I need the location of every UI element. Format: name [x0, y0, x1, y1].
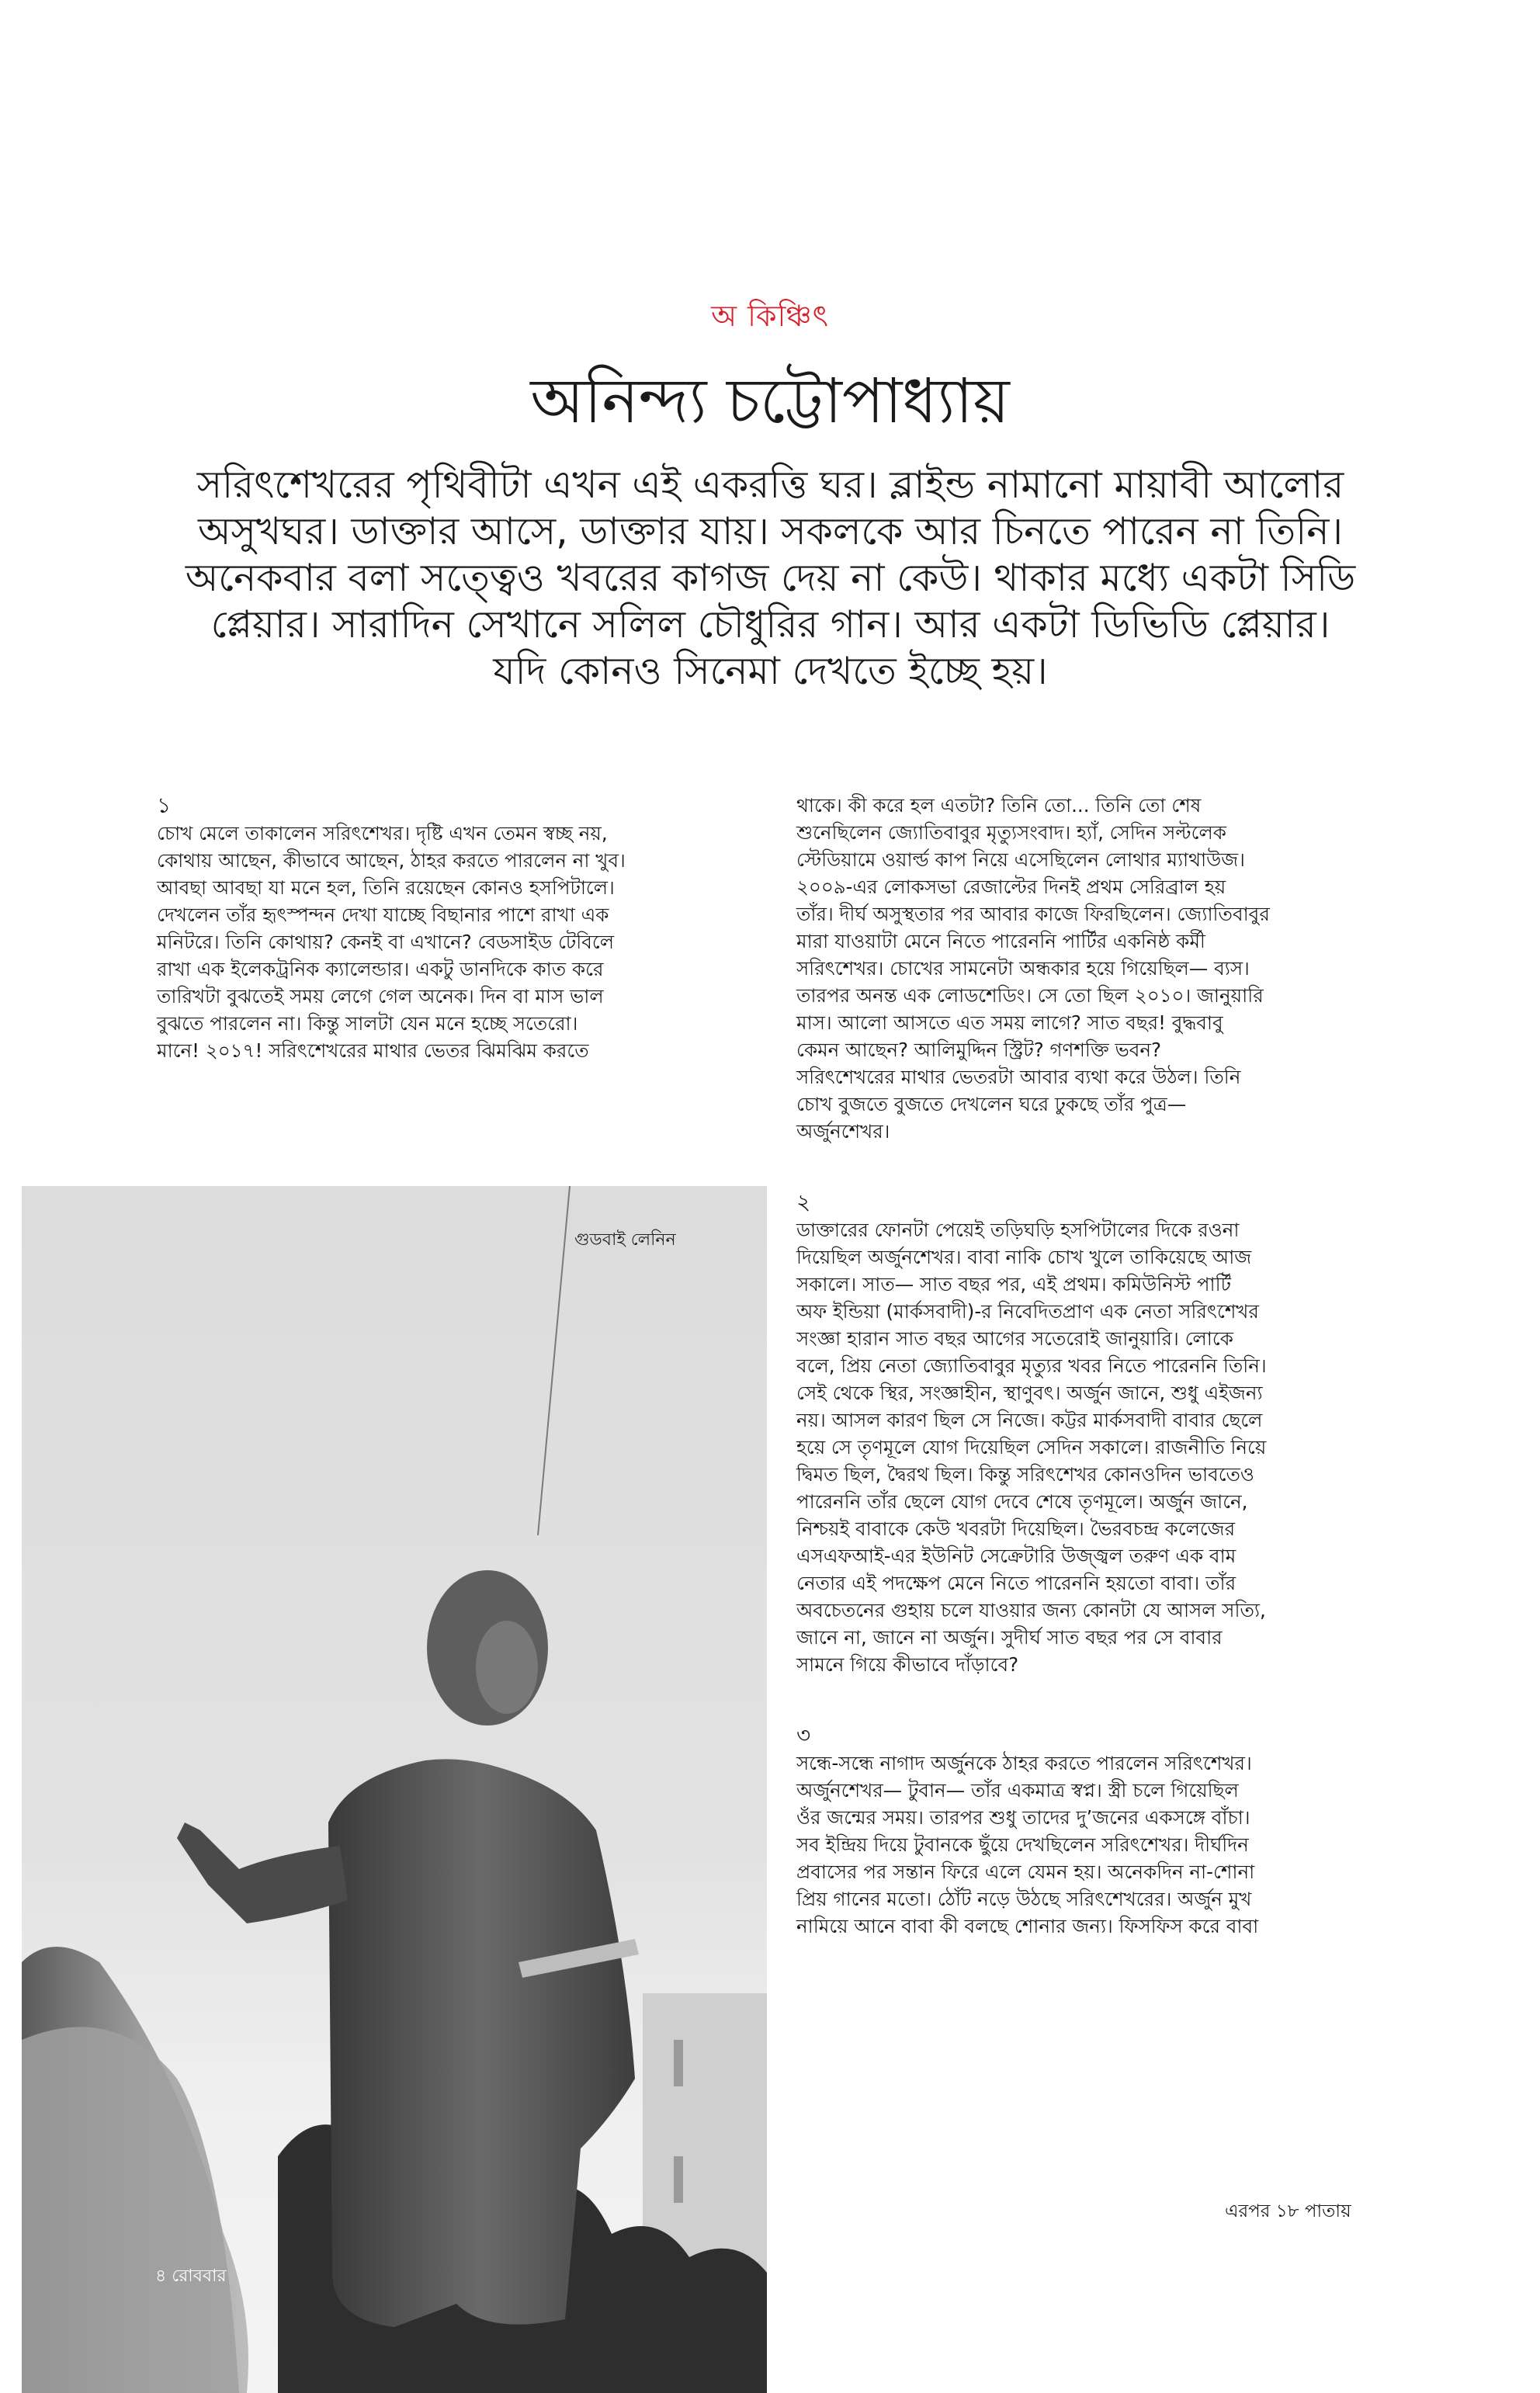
body-line: তাঁর। দীর্ঘ অসুস্থতার পর আবার কাজে ফিরছিলেন। জ্যোতিবাবুর — [796, 903, 1270, 925]
body-line: বলে, প্রিয় নেতা জ্যোতিবাবুর মৃত্যুর খবর নিতে পারেননি তিনি। — [796, 1354, 1267, 1377]
body-line: অর্জুনশেখর— টুবান— তাঁর একমাত্র স্বপ্ন। স্ত্রী চলে গিয়েছিল — [796, 1779, 1239, 1802]
body-line: পারেননি তাঁর ছেলে যোগ দেবে শেষে তৃণমূলে। অর্জুন জানে, — [796, 1490, 1248, 1513]
lede-line: যদি কোনও সিনেমা দেখতে ইচ্ছে হয়। — [493, 649, 1048, 693]
body-line: তারপর অনন্ত এক লোডশেডিং। সে তো ছিল ২০১০। জানুয়ারি — [796, 984, 1264, 1007]
author-byline: অনিন্দ্য চট্টোপাধ্যায় — [530, 365, 1010, 437]
body-line: সব ইন্দ্রিয় দিয়ে টুবানকে ছুঁয়ে দেখছিলেন সরিৎশেখর। দীর্ঘদিন — [796, 1833, 1249, 1856]
body-line: মানে! ২০১৭! সরিৎশেখরের মাথার ভেতর ঝিমঝিম করতে — [157, 1039, 589, 1062]
continued-note[interactable]: এরপর ১৮ পাতায় — [1225, 2201, 1351, 2221]
body-line: রাখা এক ইলেকট্রনিক ক্যালেন্ডার। একটু ডানদিকে কাত করে — [157, 958, 604, 980]
statue-photo — [22, 1186, 767, 2393]
section-number: ২ — [796, 1189, 811, 1215]
body-line: মাস। আলো আসতে এত সময় লাগে? সাত বছর! বুদ্ধবাবু — [796, 1011, 1223, 1034]
body-line: চোখ বুজতে বুজতে দেখলেন ঘরে ঢুকছে তাঁর পুত্র— — [796, 1093, 1187, 1115]
column-right — [796, 792, 1394, 1940]
lede-line: অসুখঘর। ডাক্তার আসে, ডাক্তার যায়। সকলকে আর চিনতে পারেন না তিনি। — [198, 509, 1343, 553]
article-lede — [155, 462, 1386, 695]
body-line: নামিয়ে আনে বাবা কী বলছে শোনার জন্য। ফিসফিস করে বাবা — [796, 1915, 1259, 1937]
body-line: সরিৎশেখরের মাথার ভেতরটা আবার ব্যথা করে উঠল। তিনি — [796, 1066, 1241, 1088]
body-line: কোথায় আছেন, কীভাবে আছেন, ঠাহর করতে পারলেন না খুব। — [157, 849, 626, 872]
photo-caption: গুডবাই লেনিন — [574, 1230, 676, 1250]
section-number: ৩ — [796, 1722, 811, 1748]
body-line: সন্ধে-সন্ধে নাগাদ অর্জুনকে ঠাহর করতে পারলেন সরিৎশেখর। — [796, 1752, 1252, 1774]
body-line: স্টেডিয়ামে ওয়ার্ল্ড কাপ নিয়ে এসেছিলেন লোথার ম্যাথাউজ। — [796, 848, 1245, 871]
body-line: থাকে। কী করে হল এতটা? তিনি তো... তিনি তো শেষ — [796, 794, 1202, 817]
statue-arm — [177, 1822, 348, 1923]
body-line: হয়ে সে তৃণমূলে যোগ দিয়েছিল সেদিন সকালে। রাজনীতি নিয়ে — [796, 1436, 1267, 1458]
body-line: তারিখটা বুঝতেই সময় লেগে গেল অনেক। দিন বা মাস ভাল — [157, 985, 604, 1007]
body-line: অবচেতনের গুহায় চলে যাওয়ার জন্য কোনটা যে আসল সত্যি, — [796, 1599, 1266, 1621]
foreground-shoulder — [22, 2027, 239, 2393]
body-line: শুনেছিলেন জ্যোতিবাবুর মৃত্যুসংবাদ। হ্যাঁ, সেদিন সল্টলেক — [796, 821, 1226, 844]
body-line: ওঁর জন্মের সময়। তারপর শুধু তাদের দু’জনের একসঙ্গে বাঁচা। — [796, 1806, 1250, 1829]
body-line: সেই থেকে স্থির, সংজ্ঞাহীন, স্থাণুবৎ। অর্জুন জানে, শুধু এইজন্য — [796, 1382, 1263, 1404]
body-line: নেতার এই পদক্ষেপ মেনে নিতে পারেননি হয়তো বাবা। তাঁর — [796, 1572, 1237, 1594]
body-line: দিয়েছিল অর্জুনশেখর। বাবা নাকি চোখ খুলে তাকিয়েছে আজ — [796, 1246, 1252, 1268]
body-line: দ্বিমত ছিল, দ্বৈরথ ছিল। কিন্তু সরিৎশেখর কোনওদিন ভাবতেও — [796, 1463, 1254, 1486]
body-line: সরিৎশেখর। চোখের সামনেটা অন্ধকার হয়ে গিয়েছিল— ব্যস। — [796, 957, 1250, 980]
body-line: চোখ মেলে তাকালেন সরিৎশেখর। দৃষ্টি এখন তেমন স্বচ্ছ নয়, — [157, 822, 608, 844]
lede-line: সরিৎশেখরের পৃথিবীটা এখন এই একরত্তি ঘর। ব্লাইন্ড নামানো মায়াবী আলোর — [196, 463, 1344, 507]
body-line: নয়। আসল কারণ ছিল সে নিজে। কট্টর মার্কসবাদী বাবার ছেলে — [796, 1409, 1263, 1431]
body-line: সামনে গিয়ে কীভাবে দাঁড়াবে? — [796, 1653, 1019, 1676]
body-line: জানে না, জানে না অর্জুন। সুদীর্ঘ সাত বছর পর সে বাবার — [796, 1626, 1223, 1649]
statue-illustration — [22, 1186, 767, 2393]
body-line: এসএফআই-এর ইউনিট সেক্রেটারি উজ্জ্বল তরুণ এক বাম — [796, 1545, 1237, 1567]
body-line: বুঝতে পারলেন না। কিন্তু সালটা যেন মনে হচ্ছে সতেরো। — [157, 1012, 578, 1035]
column-left — [157, 792, 754, 1064]
page-folio: ৪ রোববার — [155, 2266, 227, 2286]
wire — [538, 1186, 570, 1535]
body-line: নিশ্চয়ই বাবাকে কেউ খবরটা দিয়েছিল। ভৈরবচন্দ্র কলেজের — [796, 1517, 1236, 1540]
body-line: প্রিয় গানের মতো। ঠোঁট নড়ে উঠছে সরিৎশেখরের। অর্জুন মুখ — [796, 1888, 1252, 1910]
body-line: আবছা আবছা যা মনে হল, তিনি রয়েছেন কোনও হসপিটালে। — [157, 876, 615, 899]
body-line: ২০০৯-এর লোকসভা রেজাল্টের দিনই প্রথম সেরিব্রাল হয় — [796, 876, 1226, 898]
section-kicker: অ কিঞ্চিৎ — [711, 299, 829, 333]
lede-line: প্লেয়ার। সারাদিন সেখানে সলিল চৌধুরির গান। আর একটা ডিভিডি প্লেয়ার। — [210, 602, 1330, 647]
body-line: সকালে। সাত— সাত বছর পর, এই প্রথম। কমিউনিস্ট পার্টি — [796, 1273, 1231, 1295]
body-line: মারা যাওয়াটা মেনে নিতে পারেননি পার্টির একনিষ্ঠ কর্মী — [796, 930, 1205, 952]
body-line: সংজ্ঞা হারান সাত বছর আগের সতেরোই জানুয়ারি। লোকে — [796, 1327, 1233, 1350]
body-line: প্রবাসের পর সন্তান ফিরে এলে যেমন হয়। অনেকদিন না-শোনা — [796, 1861, 1255, 1883]
lede-line: অনেকবার বলা সত্ত্বেও খবরের কাগজ দেয় না কেউ। থাকার মধ্যে একটা সিডি — [185, 556, 1356, 600]
section-number: ১ — [157, 792, 172, 818]
body-line: দেখলেন তাঁর হৃৎস্পন্দন দেখা যাচ্ছে বিছানার পাশে রাখা এক — [157, 903, 609, 926]
body-line: ডাক্তারের ফোনটা পেয়েই তড়িঘড়ি হসপিটালের দিকে রওনা — [796, 1219, 1240, 1241]
body-line: অর্জুনশেখর। — [796, 1120, 890, 1143]
body-line: অফ ইন্ডিয়া (মার্কসবাদী)-র নিবেদিতপ্রাণ এক নেতা সরিৎশেখর — [796, 1300, 1259, 1323]
body-line: কেমন আছেন? আলিমুদ্দিন স্ট্রিট? গণশক্তি ভবন? — [796, 1039, 1161, 1061]
body-line: মনিটরে। তিনি কোথায়? কেনই বা এখানে? বেডসাইড টেবিলে — [157, 931, 615, 953]
